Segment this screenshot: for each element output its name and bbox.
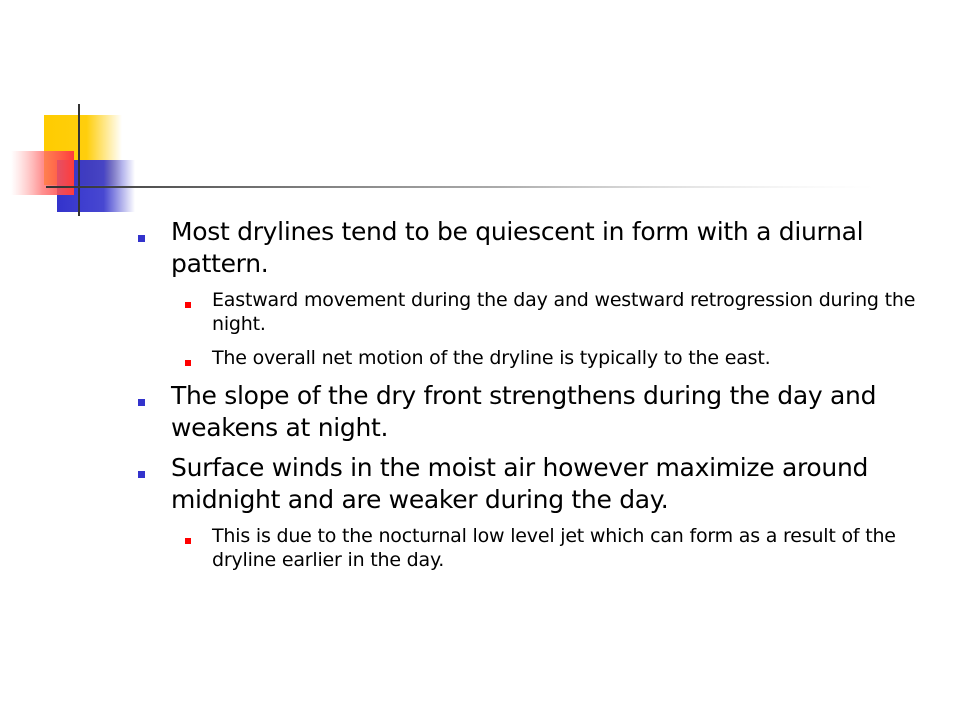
sub-bullet-item [133,524,943,572]
sub-bullet-text: The overall net motion of the dryline is typically to the east. [212,347,771,369]
sub-bullet-item [133,346,943,370]
bullet-text: Most drylines tend to be quiescent in form with a diurnal pattern. [171,217,864,278]
deco-horizontal-line [46,186,876,188]
sub-bullet-text: Eastward movement during the day and westward retrogression during the night. [212,289,916,335]
slide-decoration [0,0,960,240]
square-bullet-icon [138,235,145,242]
bullet-text: The slope of the dry front strengthens during the day and weakens at night. [171,381,877,442]
square-bullet-icon [185,538,191,544]
square-bullet-icon [138,399,145,406]
deco-red-square [11,151,74,195]
bullet-list [133,216,943,582]
square-bullet-icon [185,302,191,308]
bullet-item [133,216,943,280]
square-bullet-icon [138,471,145,478]
bullet-item [133,380,943,444]
sub-bullet-text: This is due to the nocturnal low level jet which can form as a result of the dryline earlier in the day. [212,525,896,571]
deco-vertical-line [78,104,80,216]
square-bullet-icon [185,360,191,366]
sub-bullet-item [133,288,943,336]
bullet-text: Surface winds in the moist air however maximize around midnight and are weaker during the day. [171,453,869,514]
bullet-item [133,452,943,516]
